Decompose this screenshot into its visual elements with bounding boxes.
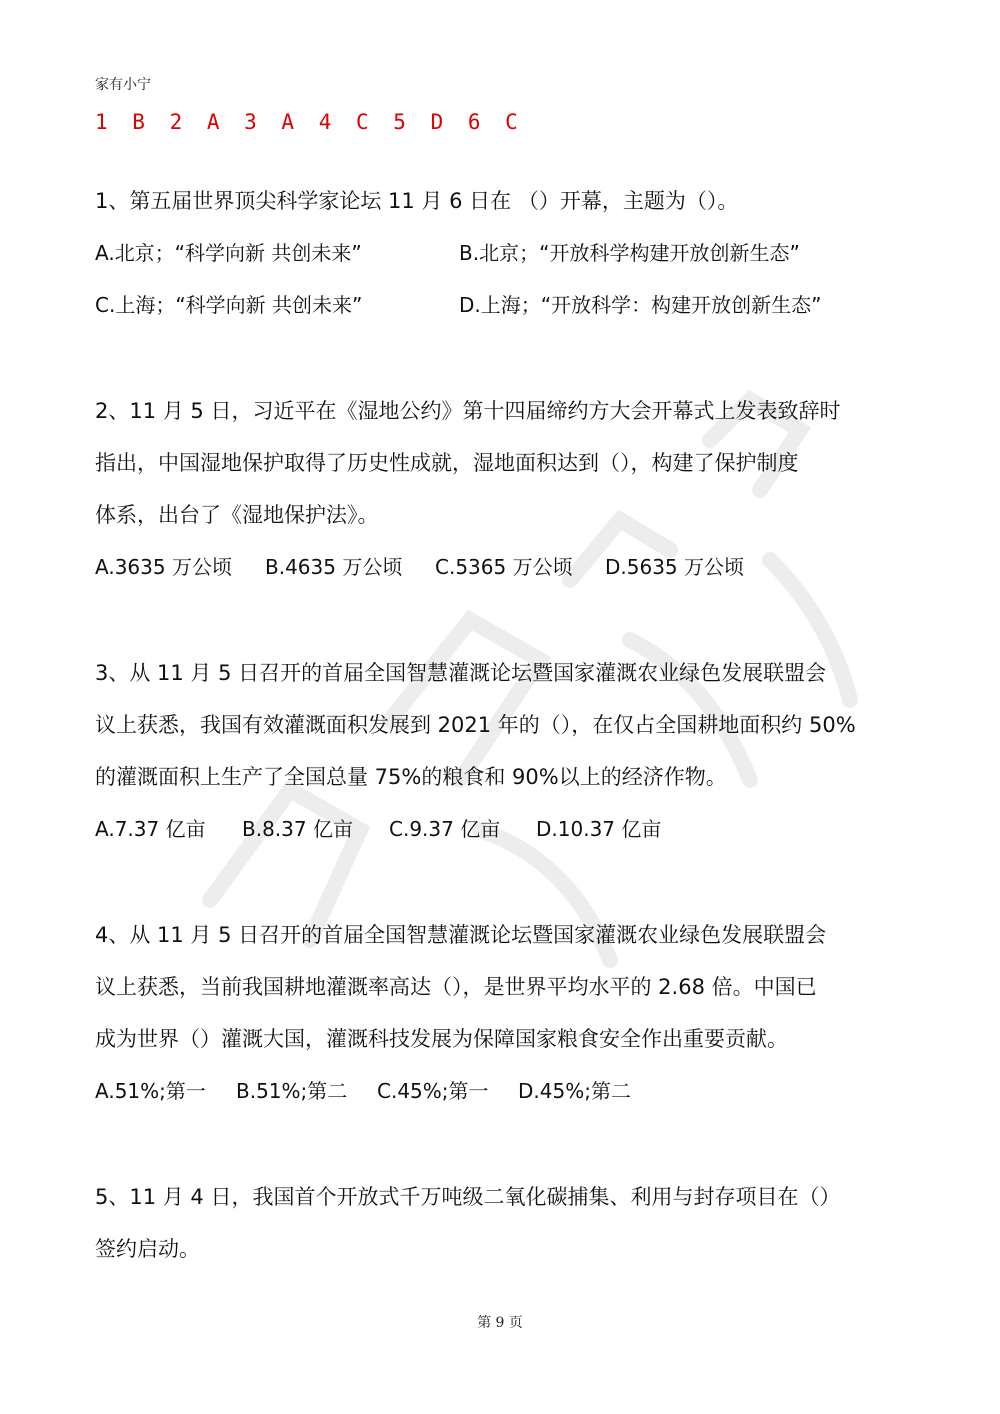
question-1-option-b: B.北京；“开放科学构建开放创新生态” [459, 241, 800, 265]
question-4-option-a: A.51%;第一 [95, 1079, 206, 1103]
question-1-options-row-1 [95, 238, 800, 268]
question-3-option-a: A.7.37 亿亩 [95, 817, 206, 841]
question-4-line-2: 议上获悉，当前我国耕地灌溉率高达（），是世界平均水平的 2.68 倍。中国已 [95, 975, 817, 999]
question-4-option-d: D.45%;第二 [518, 1079, 631, 1103]
question-2-line-1: 2、11 月 5 日，习近平在《湿地公约》第十四届缔约方大会开幕式上发表致辞时 [95, 399, 841, 423]
question-4-line-3: 成为世界（）灌溉大国，灌溉科技发展为保障国家粮食安全作出重要贡献。 [95, 1027, 788, 1051]
question-4-option-b: B.51%;第二 [236, 1079, 348, 1103]
question-1-option-c: C.上海；“科学向新 共创未来” [95, 293, 363, 317]
question-3-options [95, 814, 661, 844]
answer-key: 1 B 2 A 3 A 4 C 5 D 6 C [95, 110, 524, 134]
question-3-line-1: 3、从 11 月 5 日召开的首届全国智慧灌溉论坛暨国家灌溉农业绿色发展联盟会 [95, 661, 827, 685]
question-3-option-d: D.10.37 亿亩 [536, 817, 662, 841]
question-5-line-1: 5、11 月 4 日，我国首个开放式千万吨级二氧化碳捕集、利用与封存项目在（） [95, 1185, 841, 1209]
question-2-option-b: B.4635 万公顷 [265, 555, 403, 579]
question-3-option-c: C.9.37 亿亩 [389, 817, 501, 841]
page-number: 第 9 页 [477, 1315, 523, 1331]
question-2-options [95, 552, 744, 582]
question-2-line-2: 指出，中国湿地保护取得了历史性成就，湿地面积达到（），构建了保护制度 [95, 451, 799, 475]
question-2-option-d: D.5635 万公顷 [605, 555, 745, 579]
header-title: 家有小宁 [95, 77, 151, 93]
question-2-option-c: C.5365 万公顷 [435, 555, 573, 579]
question-1-options-row-2 [95, 290, 821, 320]
question-2-line-3: 体系，出台了《湿地保护法》。 [95, 503, 379, 527]
question-1-line-1: 1、第五届世界顶尖科学家论坛 11 月 6 日在 （）开幕，主题为（）。 [95, 189, 739, 213]
question-3-line-3: 的灌溉面积上生产了全国总量 75%的粮食和 90%以上的经济作物。 [95, 765, 727, 789]
question-3-line-2: 议上获悉，我国有效灌溉面积发展到 2021 年的（），在仅占全国耕地面积约 50% [95, 713, 856, 737]
question-1-option-d: D.上海；“开放科学：构建开放创新生态” [459, 293, 822, 317]
question-3-option-b: B.8.37 亿亩 [242, 817, 353, 841]
question-2-option-a: A.3635 万公顷 [95, 555, 232, 579]
question-4-options [95, 1076, 631, 1106]
question-4-option-c: C.45%;第一 [377, 1079, 489, 1103]
question-5-line-2: 签约启动。 [95, 1237, 200, 1261]
question-4-line-1: 4、从 11 月 5 日召开的首届全国智慧灌溉论坛暨国家灌溉农业绿色发展联盟会 [95, 923, 827, 947]
question-1-option-a: A.北京；“科学向新 共创未来” [95, 241, 362, 265]
